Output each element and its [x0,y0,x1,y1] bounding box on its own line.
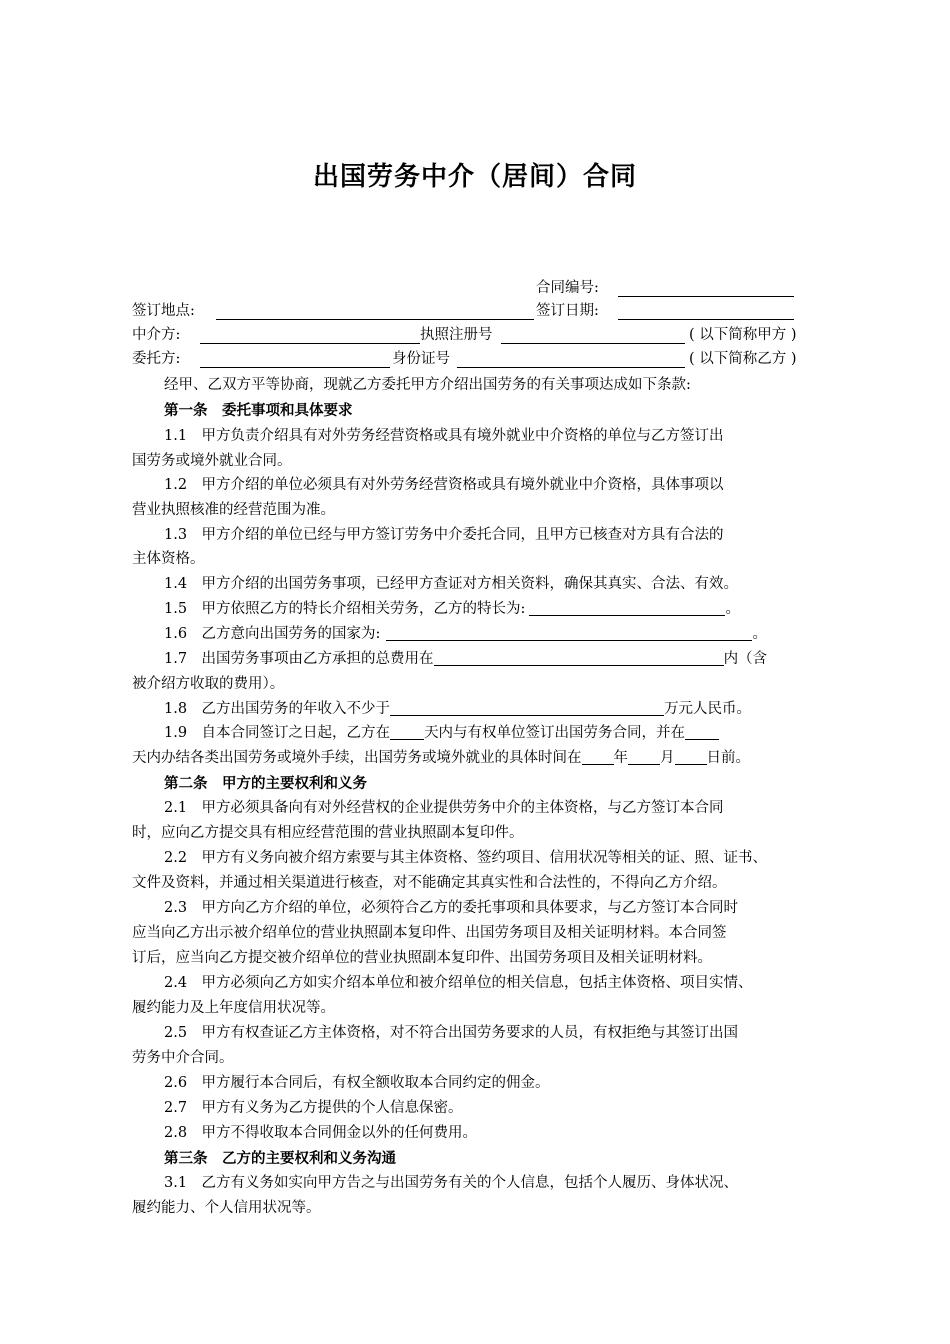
clause-1-8-end: 万元人民币。 [664,701,752,717]
intermediary-field[interactable] [200,327,420,344]
clause-1-7-end: 内（含 [723,651,768,667]
id-label: 身份证号 [392,351,450,367]
clause-2-3-line3: 订后，应当向乙方提交被介绍单位的营业执照副本复印件、出国劳务项目及相关证明材料。 [132,950,712,966]
clause-2-5-line2: 劳务中介合同。 [132,1050,234,1066]
contract-no-row [132,276,822,301]
day-field[interactable] [675,748,707,765]
article-3-heading: 第三条 乙方的主要权利和义务沟通 [164,1150,396,1167]
license-field[interactable] [501,327,685,344]
article-1-heading: 第一条 委托事项和具体要求 [164,402,353,419]
article-2-heading: 第二条 甲方的主要权利和义务 [164,775,367,792]
clause-2-3-line1: 2.3 甲方向乙方介绍的单位，必须符合乙方的委托事项和具体要求，与乙方签订本合同时 [164,900,739,916]
clause-1-9-line2 [132,746,822,771]
clause-1-5-text: 1.5 甲方依照乙方的特长介绍相关劳务，乙方的特长为: [164,601,526,617]
clause-2-2-line1: 2.2 甲方有义务向被介绍方索要与其主体资格、签约项目、信用状况等相关的证、照、证书、 [164,850,768,866]
sign-date-field[interactable] [618,303,794,320]
id-number-field[interactable] [457,351,685,368]
total-fee-field[interactable] [434,649,724,666]
contract-no-field[interactable] [618,280,794,297]
sign-row [132,299,822,324]
sign-place-label: 签订地点: [132,303,195,319]
license-label: 执照注册号 [420,327,493,343]
days-sign-field[interactable] [390,723,424,740]
clause-2-3-line2: 应当向乙方出示被介绍单位的营业执照副本复印件、出国劳务项目及相关证明材料。本合同签 [132,925,727,941]
party-a-note: ( 以下简称甲方 ) [689,327,797,343]
specialty-field[interactable] [529,599,725,616]
sign-place-field[interactable] [216,303,534,320]
clause-1-7-line1 [164,647,822,672]
clause-3-1-line1: 3.1 乙方有义务如实向甲方告之与出国劳务有关的个人信息，包括个人履历、身体状况、 [164,1175,739,1191]
clause-2-8: 2.8 甲方不得收取本合同佣金以外的任何费用。 [164,1125,478,1141]
days-procedure-field[interactable] [685,723,719,740]
clause-1-9-line1 [164,721,822,746]
clause-1-1-line2: 国劳务或境外就业合同。 [132,453,292,469]
clause-1-2-line1: 1.2 甲方介绍的单位必须具有对外劳务经营资格或具有境外就业中介资格，具体事项以 [164,477,724,493]
clause-1-1-line1: 1.1 甲方负责介绍具有对外劳务经营资格或具有境外就业中介资格的单位与乙方签订出 [164,428,724,444]
clause-1-8 [164,697,822,722]
clause-2-4-line2: 履约能力及上年度信用状况等。 [132,1000,335,1016]
client-row [132,347,822,372]
clause-2-2-line2: 文件及资料，并通过相关渠道进行核查，对不能确定其真实性和合法性的，不得向乙方介绍。 [132,875,727,891]
clause-1-6-text: 1.6 乙方意向出国劳务的国家为: [164,626,381,642]
month-label: 月 [660,750,675,766]
preamble: 经甲、乙双方平等协商，现就乙方委托甲方介绍出国劳务的有关事项达成如下条款: [164,377,691,393]
period: 。 [725,601,740,617]
client-label: 委托方: [132,351,181,367]
clause-1-3-line2: 主体资格。 [132,551,205,567]
page-title: 出国劳务中介（居间）合同 [312,162,637,192]
year-label: 年 [613,750,628,766]
clause-1-5 [164,597,822,622]
clause-2-6: 2.6 甲方履行本合同后，有权全额收取本合同约定的佣金。 [164,1075,550,1091]
clause-2-4-line1: 2.4 甲方必须向乙方如实介绍本单位和被介绍单位的相关信息，包括主体资格、项目实情、 [164,975,753,991]
clause-2-5-line1: 2.5 甲方有权查证乙方主体资格，对不符合出国劳务要求的人员，有权拒绝与其签订出国 [164,1025,739,1041]
clause-1-4: 1.4 甲方介绍的出国劳务事项，已经甲方查证对方相关资料，确保其真实、合法、有效。 [164,576,739,592]
clause-2-1-line2: 时，应向乙方提交具有相应经营范围的营业执照副本复印件。 [132,825,524,841]
annual-income-field[interactable] [390,699,664,716]
country-field[interactable] [386,624,752,641]
clause-1-7-line2: 被介绍方收取的费用）。 [132,676,285,692]
clause-2-1-line1: 2.1 甲方必须具备向有对外经营权的企业提供劳务中介的主体资格，与乙方签订本合同 [164,800,724,816]
party-b-note: ( 以下简称乙方 ) [689,351,797,367]
contract-no-label: 合同编号: [536,280,599,296]
clause-3-1-line2: 履约能力、个人信用状况等。 [132,1200,321,1216]
period: 。 [752,626,767,642]
month-field[interactable] [628,748,660,765]
day-label: 日前。 [706,750,750,766]
intermediary-label: 中介方: [132,327,181,343]
clause-1-3-line1: 1.3 甲方介绍的单位已经与甲方签订劳务中介委托合同，且甲方已核查对方具有合法的 [164,527,724,543]
clause-1-6 [164,622,822,647]
sign-date-label: 签订日期: [536,303,599,319]
clause-1-9-mid: 天内与有权单位签订出国劳务合同，并在 [424,725,686,741]
client-field[interactable] [200,351,390,368]
clause-1-9-text: 1.9 自本合同签订之日起，乙方在 [164,725,391,741]
intermediary-row [132,323,822,348]
clause-2-7: 2.7 甲方有义务为乙方提供的个人信息保密。 [164,1100,463,1116]
clause-1-9-text2: 天内办结各类出国劳务或境外手续，出国劳务或境外就业的具体时间在 [132,750,582,766]
clause-1-7-text: 1.7 出国劳务事项由乙方承担的总费用在 [164,651,434,667]
clause-1-8-text: 1.8 乙方出国劳务的年收入不少于 [164,701,391,717]
clause-1-2-line2: 营业执照核准的经营范围为准。 [132,502,335,518]
year-field[interactable] [582,748,614,765]
